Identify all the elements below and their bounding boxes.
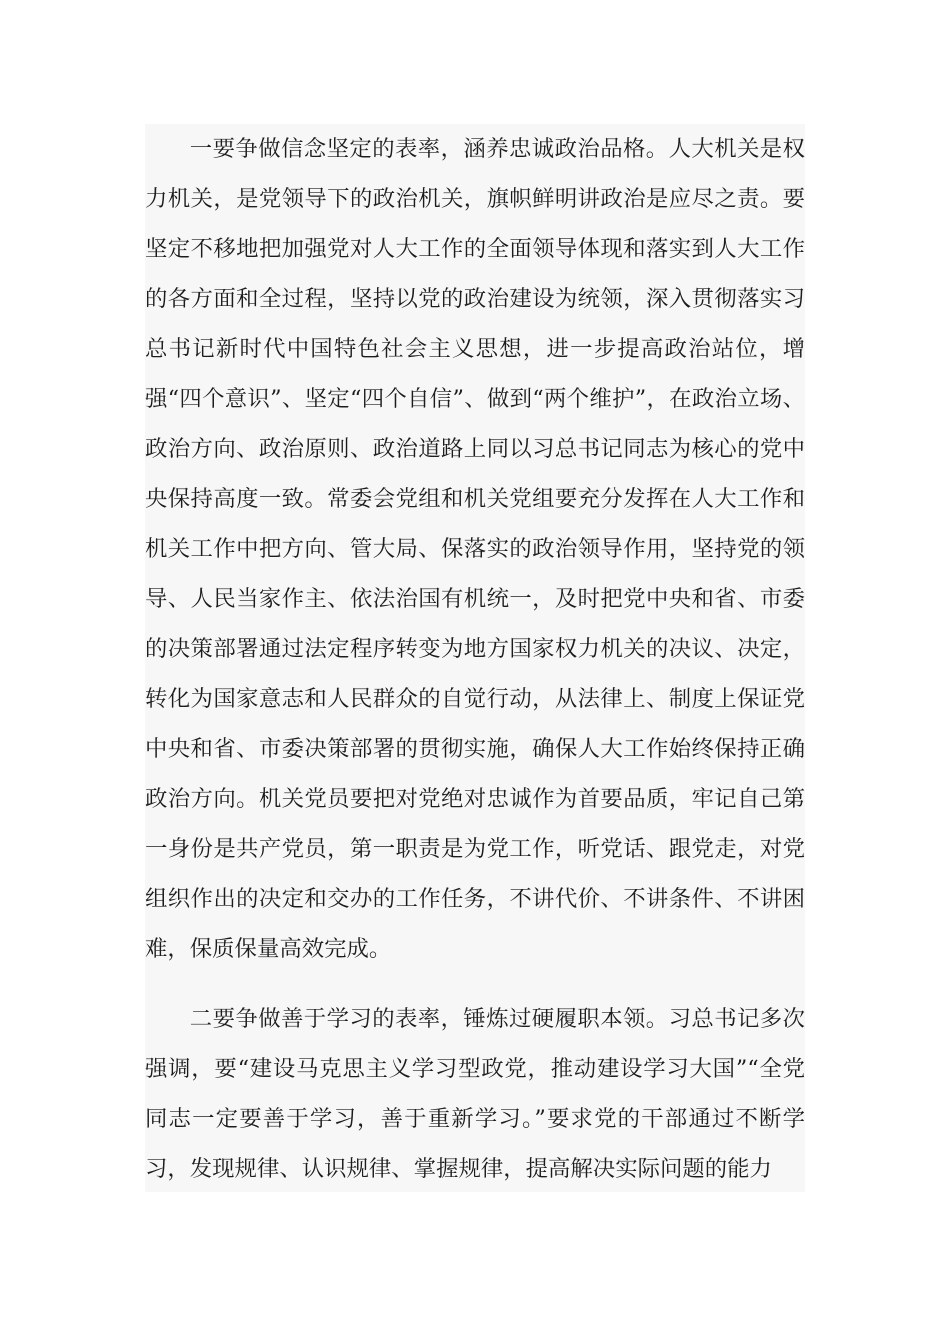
paragraph-2: 二要争做善于学习的表率，锤炼过硬履职本领。习总书记多次强调，要“建设马克思主义学习型政党，推动建设学习大国”“全党同志一定要善于学习，善于重新学习。”要求党的干部通过不断学习，发现规律、认识规律、掌握规律，提高解决实际问题的能力 [145, 1006, 805, 1182]
document-body [145, 124, 805, 1192]
paragraph-1: 一要争做信念坚定的表率，涵养忠诚政治品格。人大机关是权力机关，是党领导下的政治机关，旗帜鲜明讲政治是应尽之责。要坚定不移地把加强党对人大工作的全面领导体现和落实到人大工作的各方面和全过程，坚持以党的政治建设为统领，深入贯彻落实习总书记新时代中国特色社会主义思想，进一步提高政治站位，增强“四个意识”、坚定“四个自信”、做到“两个维护”，在政治立场、政治方向、政治原则、政治道路上同以习总书记同志为核心的党中央保持高度一致。常委会党组和机关党组要充分发挥在人大工作和机关工作中把方向、管大局、保落实的政治领导作用，坚持党的领导、人民当家作主、依法治国有机统一，及时把党中央和省、市委的决策部署通过法定程序转变为地方国家权力机关的决议、决定，转化为国家意志和人民群众的自觉行动，从法律上、制度上保证党中央和省、市委决策部署的贯彻实施，确保人大工作始终保持正确政治方向。机关党员要把对党绝对忠诚作为首要品质，牢记自己第一身份是共产党员，第一职责是为党工作，听党话、跟党走，对党组织作出的决定和交办的工作任务，不讲代价、不讲条件、不讲困难，保质保量高效完成。 [145, 136, 805, 962]
